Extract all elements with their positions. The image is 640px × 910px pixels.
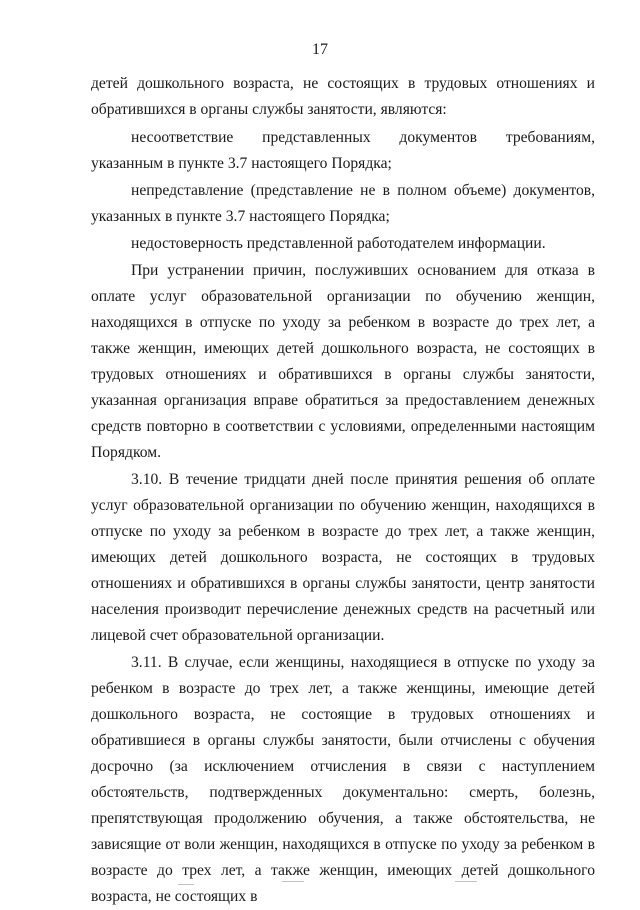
scan-artifact-center xyxy=(282,881,304,882)
paragraph-3-10: 3.10. В течение тридцати дней после принятия решения об оплате услуг образовательной организации по обучению женщин, находящихся в отпуске по уходу за ребенком в возрасте до трех лет, а также женщин, имеющих детей дошкольного возраста, не состоящих в трудовых отношениях и обратившихся в органы службы занятости, центр занятости населения производит перечисление денежных средств на расчетный или лицевой счет образовательной организации. xyxy=(91,471,595,644)
scan-artifact-left xyxy=(178,884,194,885)
paragraph-resubmission: При устранении причин, послуживших основанием для отказа в оплате услуг образовательной организации по обучению женщин, находящихся в отпуске по уходу за ребенком в возрасте до трех лет, а также женщин, имеющих детей дошкольного возраста, не состоящих в трудовых отношениях и обратившихся в органы службы занятости, указанная организация вправе обратиться за предоставлением денежных средств повторно в соответствии с условиями, определенными настоящим Порядком. xyxy=(91,262,595,461)
paragraph-3-11: 3.11. В случае, если женщины, находящиеся в отпуске по уходу за ребенком в возрасте до трех лет, а также женщины, имеющие детей дошкольного возраста, не состоящие в трудовых отношениях и обратившиеся в органы службы занятости, были отчислены с обучения досрочно (за исключением отчисления в связи с наступлением обстоятельств, подтвержденных документально: смерть, болезнь, препятствующая продолжению обучения, а также обстоятельства, не зависящие от воли женщин, находящихся в отпуске по уходу за ребенком в возрасте до трех лет, а также женщин, имеющих детей дошкольного возраста, не состоящих в xyxy=(91,654,595,905)
paragraph-continuation: детей дошкольного возраста, не состоящих в трудовых отношениях и обратившихся в органы службы занятости, являются: xyxy=(91,75,595,118)
paragraph-list-item-3: недостоверность представленной работодателем информации. xyxy=(131,235,546,252)
page-number: 17 xyxy=(312,41,328,58)
scan-artifact-right xyxy=(455,881,477,882)
paragraph-list-item-1: несоответствие представленных документов требованиям, указанным в пункте 3.7 настоящего Порядка; xyxy=(91,129,595,172)
paragraph-list-item-2: непредставление (представление не в полном объеме) документов, указанных в пункте 3.7 настоящего Порядка; xyxy=(91,182,595,225)
document-body xyxy=(91,71,595,910)
